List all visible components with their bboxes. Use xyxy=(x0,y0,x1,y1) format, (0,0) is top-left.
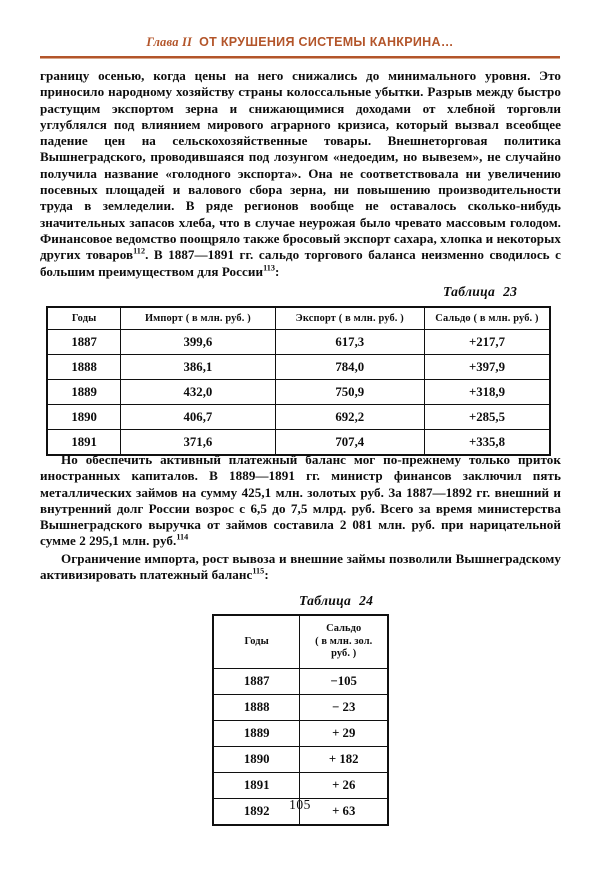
table-23-cell-year: 1887 xyxy=(47,330,121,355)
table-23-col-header-export: Экспорт ( в млн. руб. ) xyxy=(275,307,424,330)
para-3-text-end: : xyxy=(264,567,269,583)
table-24-cell-balance: + 26 xyxy=(300,773,388,799)
table-23-cell-export: 617,3 xyxy=(275,330,424,355)
table-23-col-header-balance: Сальдо ( в млн. руб. ) xyxy=(424,307,550,330)
para-1-text: границу осенью, когда цены на него снижались до минимального уровня. Это приносило народному хозяйству страны колоссальные убытки. Разрыв между быстро растущим экспортом зерна и снижающимися доходами от хлебной торговли углублялся под влиянием мирового аграрного кризиса, который вызвал всеобщее падение цен на сельскохозяйственные товары. Внешнеторговая политика Вышнеградского, проводившаяся под лозунгом «недоедим, но вывезем», не случайно получила название «голодного экспорта». Она не соответствовала ни увеличению посевных площадей и валового сбора зерна, ни повышению производительности труда в земледелии. В ряде регионов вообще не оставалось сколько-нибудь значительных запасов хлеба, что в случае неурожая было чревато массовым голодом. Финансовое ведомство поощряло также бросовый экспорт сахара, хлопка и некоторых других товаров xyxy=(40,68,561,263)
table-24-cell-year: 1890 xyxy=(213,747,300,773)
body-paragraph-3 xyxy=(40,551,561,584)
running-head-rule xyxy=(40,56,560,58)
table-23-cell-balance: +217,7 xyxy=(424,330,550,355)
table-23-cell-import: 371,6 xyxy=(121,430,275,456)
table-row xyxy=(47,355,550,380)
table-24-cell-year: 1892 xyxy=(213,799,300,826)
table-23-cell-balance: +318,9 xyxy=(424,380,550,405)
running-head xyxy=(40,33,560,51)
table-23-cell-year: 1890 xyxy=(47,405,121,430)
table-24-header-line-1: Сальдо xyxy=(326,623,362,635)
running-head-title: ОТ КРУШЕНИЯ СИСТЕМЫ КАНКРИНА… xyxy=(199,35,454,49)
table-23-cell-import: 432,0 xyxy=(121,380,275,405)
table-23-cell-year: 1891 xyxy=(47,430,121,456)
table-24-caption-number: 24 xyxy=(359,593,374,608)
table-24-cell-balance: + 63 xyxy=(300,799,388,826)
table-24-header-line-3: руб. ) xyxy=(331,648,357,660)
table-23-cell-balance: +285,5 xyxy=(424,405,550,430)
footnote-marker-114: 114 xyxy=(176,533,189,543)
page-number: 105 xyxy=(289,797,311,812)
table-row xyxy=(47,380,550,405)
table-23-cell-import: 386,1 xyxy=(121,355,275,380)
table-row xyxy=(47,405,550,430)
table-23-cell-import: 399,6 xyxy=(121,330,275,355)
table-23-col-header-import: Импорт ( в млн. руб. ) xyxy=(121,307,275,330)
table-23-caption-number: 23 xyxy=(503,284,518,299)
table-23-cell-year: 1888 xyxy=(47,355,121,380)
para-1-text-end: : xyxy=(275,263,280,279)
table-23-cell-balance: +397,9 xyxy=(424,355,550,380)
table-row xyxy=(213,695,388,721)
table-23-col-header-years: Годы xyxy=(47,307,121,330)
table-row xyxy=(213,747,388,773)
table-row xyxy=(213,721,388,747)
para-2-text: Но обеспечить активный платежный баланс мог по-прежнему только приток иностранных капиталов. В 1889—1891 гг. министр финансов заключил пять металлических займов на сумму 425,1 млн. золотых руб. За 1887—1892 гг. внешний и внутренний долг России возрос с 6,5 до 7,5 млрд. руб. Всего за время министерства Вышнеградского выручка от займов составила 2 081 млн. руб. при нарицательной сумме 2 295,1 млн. руб. xyxy=(40,452,561,549)
table-23-caption xyxy=(443,284,517,300)
table-23-cell-year: 1889 xyxy=(47,380,121,405)
table-24 xyxy=(212,614,389,826)
footnote-marker-113: 113 xyxy=(263,263,276,273)
table-24-cell-year: 1891 xyxy=(213,773,300,799)
table-24-header-row xyxy=(213,615,388,669)
table-23-header-row xyxy=(47,307,550,330)
table-24-col-header-balance xyxy=(300,615,388,669)
table-24-cell-balance: + 182 xyxy=(300,747,388,773)
para-3-text: Ограничение импорта, рост вывоза и внешние займы позволили Вышнеградскому активизировать платежный баланс xyxy=(40,551,561,583)
table-24-cell-balance: −105 xyxy=(300,669,388,695)
table-24-header-line-2: ( в млн. зол. xyxy=(315,635,373,647)
table-23-caption-label: Таблица xyxy=(443,284,496,299)
table-23-cell-export: 707,4 xyxy=(275,430,424,456)
table-23-cell-export: 784,0 xyxy=(275,355,424,380)
table-23 xyxy=(46,306,551,456)
table-row xyxy=(213,669,388,695)
body-paragraph-1 xyxy=(40,68,561,280)
table-23-cell-export: 750,9 xyxy=(275,380,424,405)
table-24-caption xyxy=(299,593,373,609)
table-24-cell-year: 1887 xyxy=(213,669,300,695)
table-23-cell-balance: +335,8 xyxy=(424,430,550,456)
table-24-cell-year: 1889 xyxy=(213,721,300,747)
table-24-caption-label: Таблица xyxy=(299,593,352,608)
table-23-cell-export: 692,2 xyxy=(275,405,424,430)
table-24-cell-balance: + 29 xyxy=(300,721,388,747)
para-1-text-cont: . В 1887—1891 гг. сальдо торгового баланса неизменно сводилось с большим преимуществом для России xyxy=(40,247,561,279)
body-paragraph-2 xyxy=(40,452,561,550)
table-row xyxy=(47,330,550,355)
table-24-cell-balance: − 23 xyxy=(300,695,388,721)
footnote-marker-112: 112 xyxy=(133,246,146,256)
table-24-col-header-years: Годы xyxy=(213,615,300,669)
footnote-marker-115: 115 xyxy=(252,566,265,576)
table-row xyxy=(213,773,388,799)
table-24-cell-year: 1888 xyxy=(213,695,300,721)
running-head-chapter: Глава II xyxy=(146,35,193,49)
table-23-cell-import: 406,7 xyxy=(121,405,275,430)
